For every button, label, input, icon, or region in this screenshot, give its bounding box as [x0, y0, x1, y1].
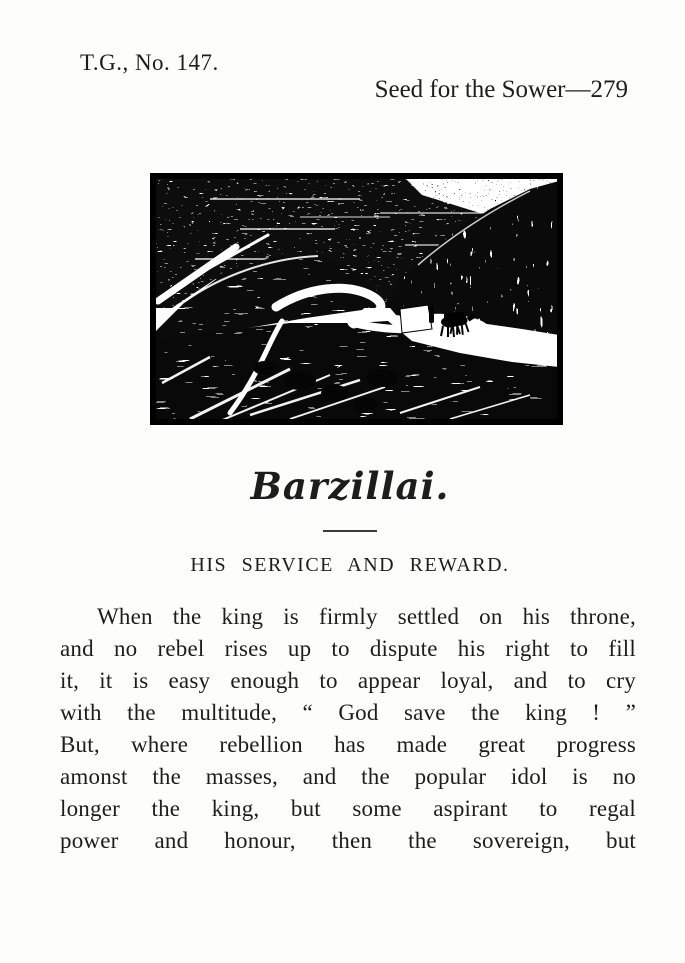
body-line-7: longer the king, but some aspirant to regal	[60, 796, 636, 821]
body-line-5: But, where rebellion has made great progress	[60, 732, 636, 757]
article-body	[60, 601, 636, 857]
article-subtitle: HIS SERVICE AND REWARD.	[190, 554, 510, 576]
body-line-3: it, it is easy enough to appear loyal, and to cry	[60, 668, 636, 693]
article-title: Barzillai.	[250, 464, 450, 508]
body-line-6: amonst the masses, and the popular idol is no	[60, 764, 636, 789]
body-line-4: with the multitude, “ God save the king ! ”	[60, 700, 636, 725]
mountain-road-engraving-image	[150, 173, 563, 425]
mountain-road-engraving	[150, 173, 563, 425]
title-divider	[323, 530, 377, 532]
issue-number: T.G., No. 147.	[80, 50, 219, 75]
body-line-8: power and honour, then the sovereign, but	[60, 828, 636, 853]
body-line-2: and no rebel rises up to dispute his right to fill	[60, 636, 636, 661]
body-line-1: When the king is firmly settled on his throne,	[97, 604, 636, 629]
running-head-page-number: Seed for the Sower—279	[374, 76, 628, 103]
